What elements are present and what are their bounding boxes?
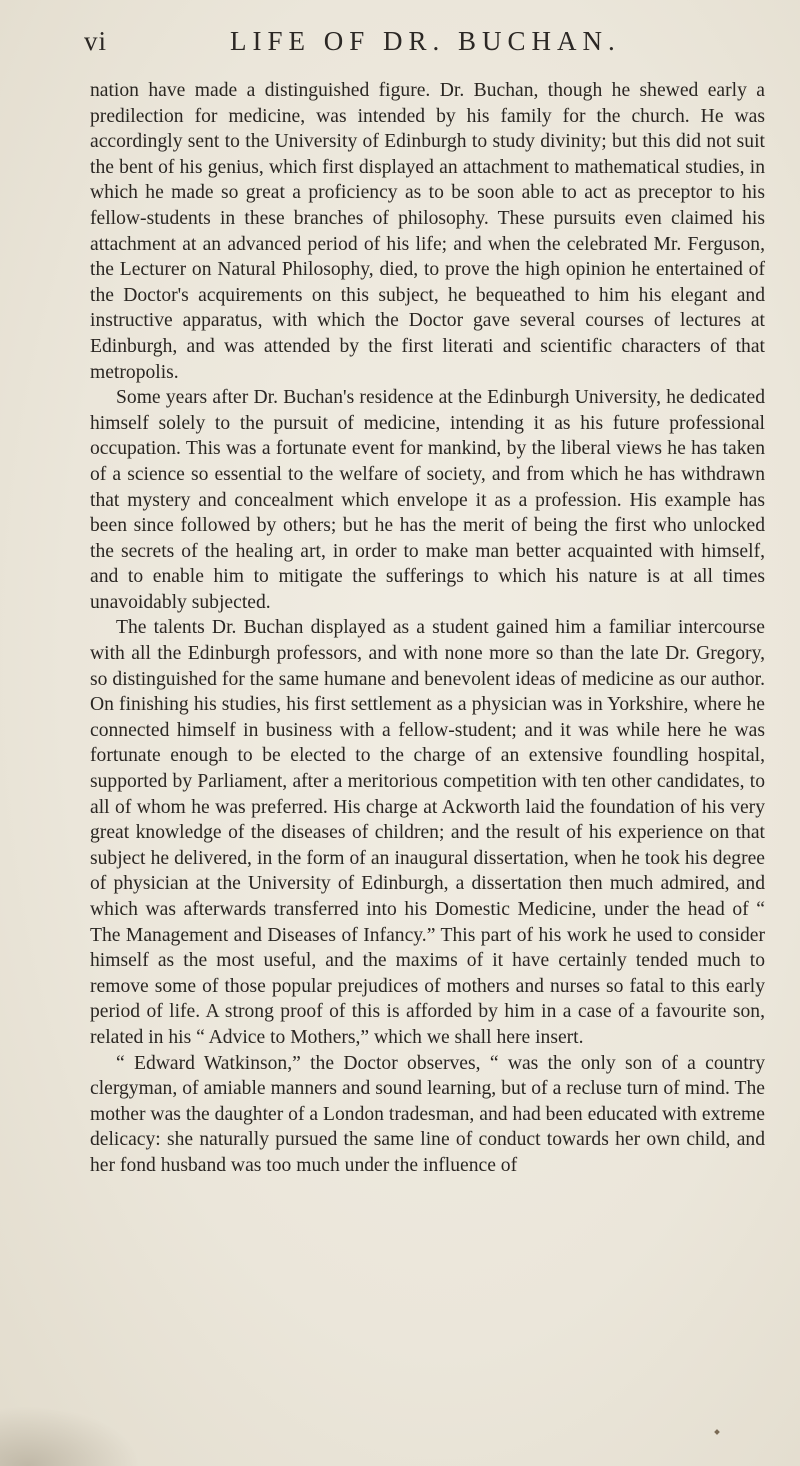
paragraph-2: Some years after Dr. Buchan's residence at the Edinburgh University, he dedicated himself solely to the pursuit of medicine, intending it as his future professional occupation. This was a fortunate event for mankind, by the liberal views he has taken of a science so essential to the welfare of society, and from which he has withdrawn that mystery and concealment which envelope it as a profession. His example has been since followed by others; but he has the merit of being the first who unlocked the secrets of the healing art, in order to make man better acquainted with himself, and to enable him to mitigate the sufferings to which his nature is at all times unavoidably subjected.	[90, 387, 765, 613]
body-text	[90, 78, 765, 1179]
page-number: vi	[84, 26, 108, 56]
paragraph-3: The talents Dr. Buchan displayed as a student gained him a familiar intercourse with all the Edinburgh professors, and with none more so than the late Dr. Gregory, so distinguished for the same humane and benevolent ideas of medicine as our author. On finishing his studies, his first settlement as a physician was in Yorkshire, where he connected himself in business with a fellow-student; and it was while here he was fortunate enough to be elected to the charge of an extensive foundling hospital, supported by Parliament, after a meritorious competition with ten other candidates, to all of whom he was preferred. His charge at Ackworth laid the foundation of his very great knowledge of the diseases of children; and the result of his experience on that subject he delivered, in the form of an inaugural dissertation, when he took his degree of physician at the University of Edinburgh, a dissertation then much admired, and which was afterwards transferred into his Domestic Medicine, under the head of “ The Management and Diseases of Infancy.” This part of his work he used to consider himself as the most useful, and the maxims of it have certainly tended much to remove some of those popular prejudices of mothers and nurses so fatal to this early period of life. A strong proof of this is afforded by him in a case of a favourite son, related in his “ Advice to Mothers,” which we shall here insert.	[90, 617, 765, 1048]
ink-speck	[714, 1429, 720, 1435]
paragraph-1: nation have made a distinguished figure. Dr. Buchan, though he shewed early a predilection for medicine, was intended by his family for the church. He was accordingly sent to the University of Edinburgh to study divinity; but this did not suit the bent of his genius, which first displayed an attachment to mathematical studies, in which he made so great a proficiency as to be soon able to act as preceptor to his fellow-students in these branches of philosophy. These pursuits even claimed his attachment at an advanced period of his life; and when the celebrated Mr. Ferguson, the Lecturer on Natural Philosophy, died, to prove the high opinion he entertained of the Doctor's acquirements on this subject, he bequeathed to him his elegant and instructive apparatus, with which the Doctor gave several courses of lectures at Edinburgh, and was attended by the first literati and scientific characters of that metropolis.	[90, 80, 765, 383]
page-header	[70, 26, 760, 66]
page-corner-shadow	[0, 1406, 140, 1466]
running-head: LIFE OF DR. BUCHAN.	[230, 26, 621, 56]
paragraph-4: “ Edward Watkinson,” the Doctor observes, “ was the only son of a country clergyman, of amiable manners and sound learning, but of a recluse turn of mind. The mother was the daughter of a London tradesman, and had been educated with extreme delicacy: she naturally pursued the same line of conduct towards her own child, and her fond husband was too much under the influence of	[90, 1052, 765, 1176]
